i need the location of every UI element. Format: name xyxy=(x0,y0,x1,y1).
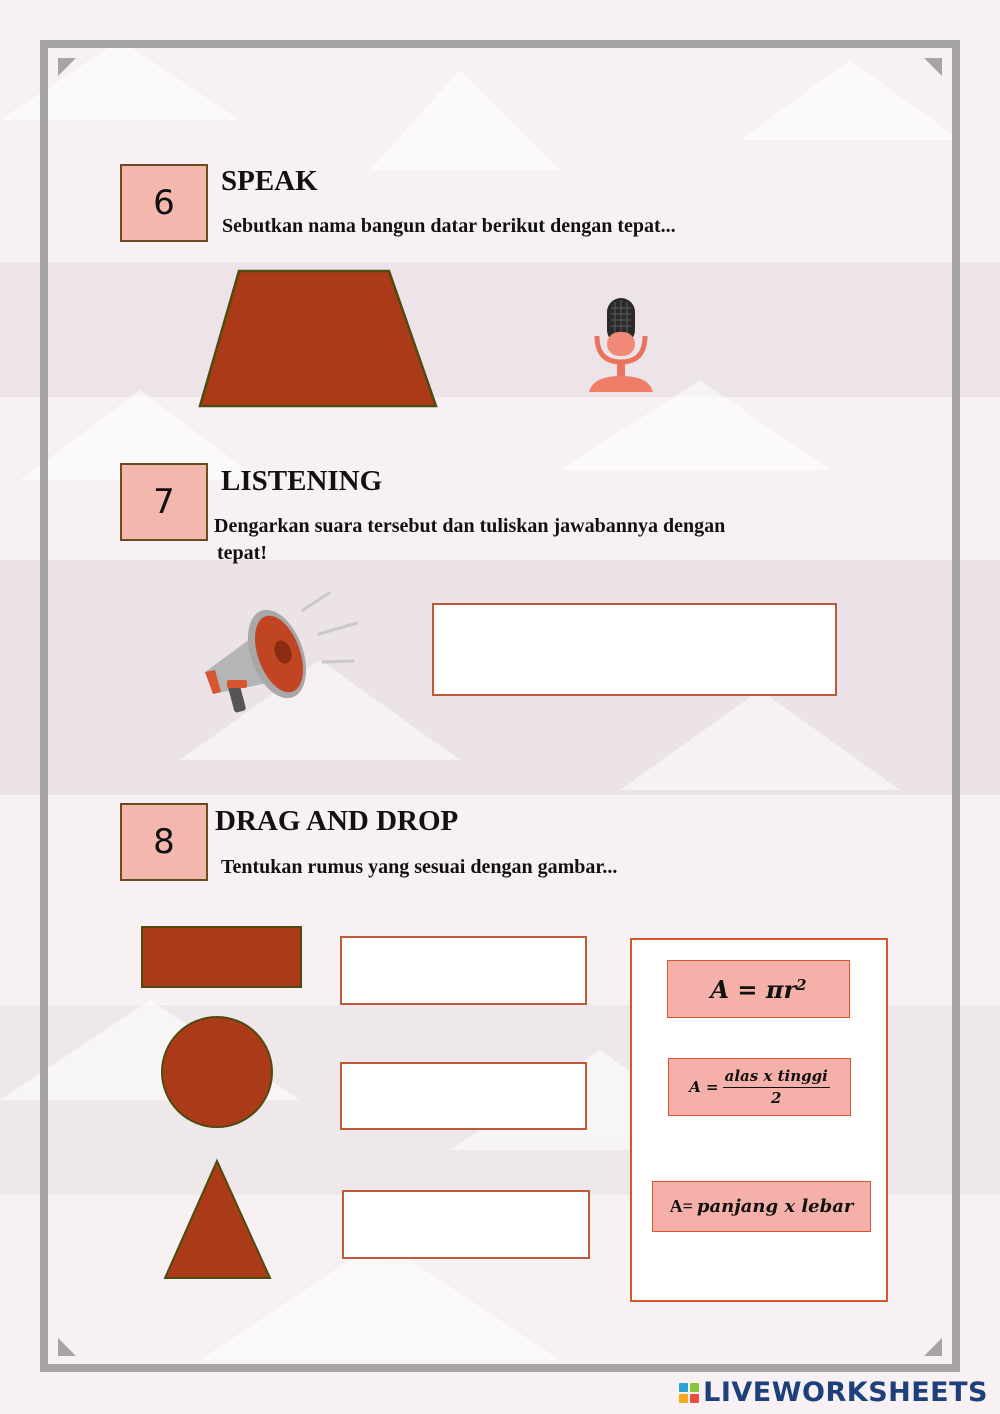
formula-triangle-numerator: alas x tinggi xyxy=(723,1067,830,1088)
liveworksheets-logo[interactable] xyxy=(679,1377,988,1408)
section-instruction-listening-line1: Dengarkan suara tersebut dan tuliskan jawabannya dengan xyxy=(214,515,726,537)
section-title-listening: LISTENING xyxy=(221,465,383,497)
formula-triangle-fraction xyxy=(723,1067,830,1107)
triangle-shape xyxy=(162,1158,274,1282)
corner-top-right xyxy=(924,58,942,76)
section-number-7: 7 xyxy=(120,463,208,541)
section-title-speak: SPEAK xyxy=(221,165,318,197)
frame-bottom xyxy=(40,1364,960,1372)
frame-right xyxy=(952,40,960,1372)
circle-shape xyxy=(160,1015,276,1129)
section-instruction-speak: Sebutkan nama bangun datar berikut dengan tepat... xyxy=(222,215,676,237)
drop-zone-circle[interactable] xyxy=(340,1062,587,1130)
frame-top xyxy=(40,40,960,48)
formula-rectangle-expression: panjang x lebar xyxy=(696,1196,854,1217)
corner-top-left xyxy=(58,58,76,76)
formula-card-circle[interactable] xyxy=(667,960,850,1018)
listening-answer-input[interactable] xyxy=(432,603,837,696)
formula-circle-text: A = πr xyxy=(710,974,797,1004)
formula-triangle-denominator: 2 xyxy=(771,1089,782,1107)
corner-bottom-right xyxy=(924,1338,942,1356)
formula-circle-exponent: 2 xyxy=(796,976,807,994)
section-title-drag-and-drop: DRAG AND DROP xyxy=(215,805,459,837)
section-number-6: 6 xyxy=(120,164,208,242)
formula-rectangle-prefix: A= xyxy=(669,1196,693,1216)
drop-zone-rectangle[interactable] xyxy=(340,936,587,1005)
formula-triangle-lhs: A = xyxy=(689,1078,719,1096)
frame-left xyxy=(40,40,48,1372)
megaphone-icon[interactable] xyxy=(195,588,365,718)
section-instruction-drag-and-drop: Tentukan rumus yang sesuai dengan gambar... xyxy=(221,856,618,878)
trapezoid-shape xyxy=(196,268,440,410)
rectangle-shape xyxy=(140,925,304,989)
liveworksheets-logo-icon xyxy=(679,1383,699,1403)
corner-bottom-left xyxy=(58,1338,76,1356)
formula-card-rectangle[interactable] xyxy=(652,1181,871,1232)
section-number-8: 8 xyxy=(120,803,208,881)
microphone-icon[interactable] xyxy=(583,296,663,396)
formula-card-triangle[interactable] xyxy=(668,1058,851,1116)
liveworksheets-logo-text: LIVEWORKSHEETS xyxy=(703,1377,988,1408)
section-instruction-listening-line2: tepat! xyxy=(217,542,267,564)
drop-zone-triangle[interactable] xyxy=(342,1190,590,1259)
